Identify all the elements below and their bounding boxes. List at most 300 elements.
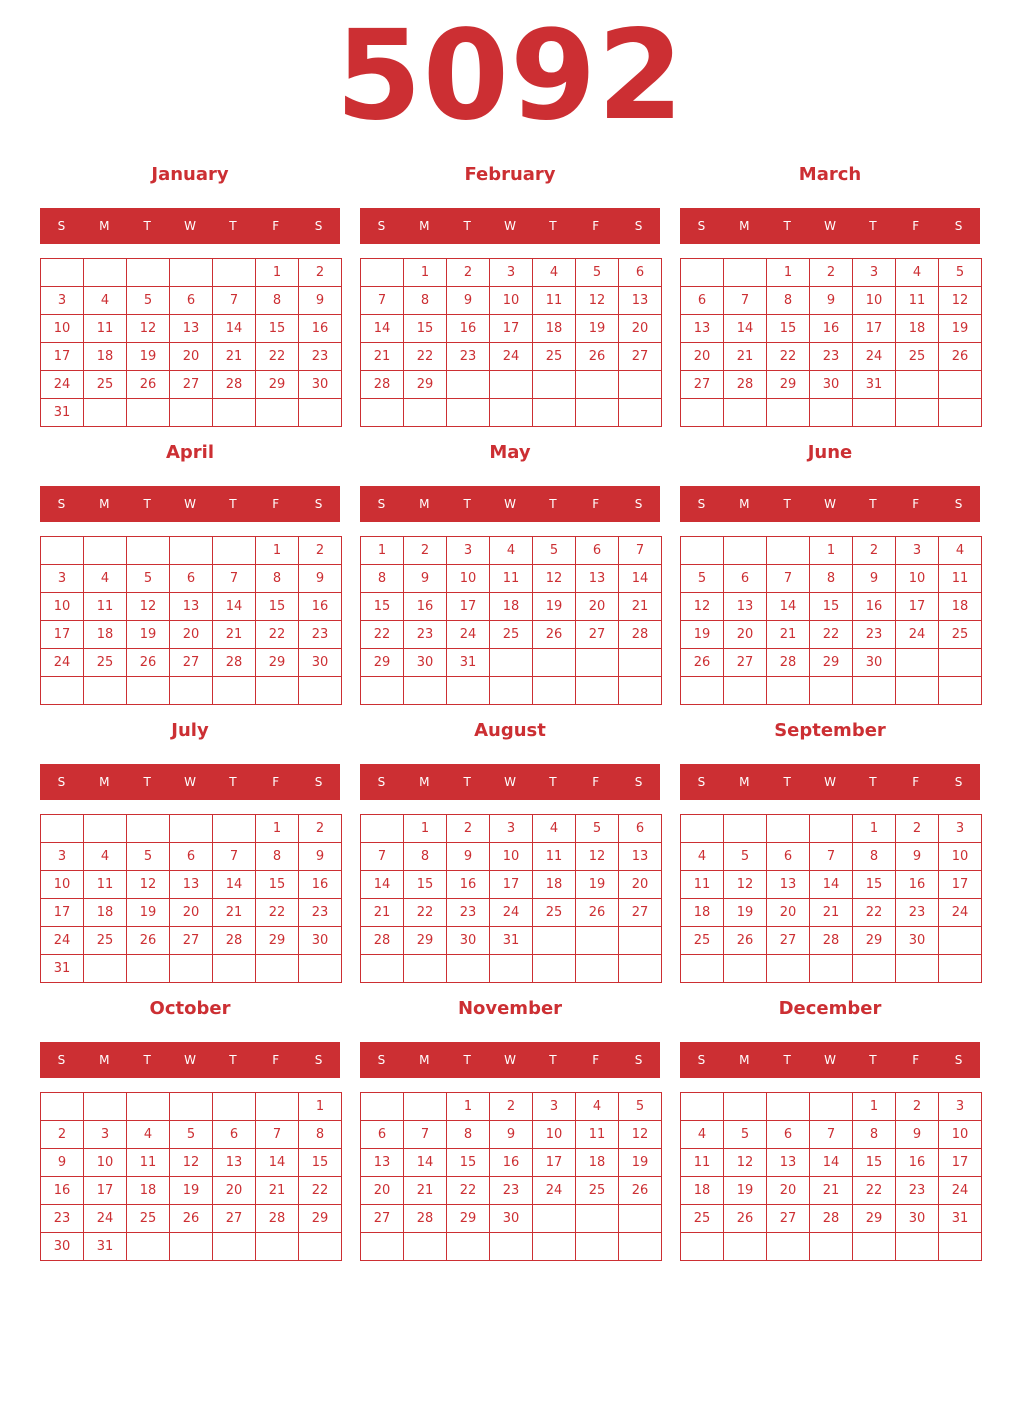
day-cell: 24 <box>533 1177 576 1205</box>
empty-day-cell <box>213 537 256 565</box>
day-cell: 21 <box>213 899 256 927</box>
weekday-label: S <box>954 497 963 511</box>
weekday-header <box>360 1042 660 1078</box>
day-cell: 8 <box>810 565 853 593</box>
day-cell: 30 <box>810 371 853 399</box>
weekday-label: M <box>739 775 750 789</box>
day-cell: 5 <box>576 815 619 843</box>
day-cell: 17 <box>533 1149 576 1177</box>
day-cell: 10 <box>939 1121 982 1149</box>
day-cell: 3 <box>41 843 84 871</box>
empty-day-cell <box>767 399 810 427</box>
day-cell: 2 <box>896 1093 939 1121</box>
day-cell: 7 <box>619 537 662 565</box>
empty-day-cell <box>619 927 662 955</box>
day-cell: 17 <box>490 315 533 343</box>
week-row <box>41 621 342 649</box>
day-cell: 20 <box>170 343 213 371</box>
day-cell: 19 <box>681 621 724 649</box>
empty-day-cell <box>84 1093 127 1121</box>
day-cell: 17 <box>447 593 490 621</box>
day-cell: 2 <box>447 815 490 843</box>
day-cell: 20 <box>170 621 213 649</box>
weekday-label: W <box>504 1053 516 1067</box>
day-cell: 15 <box>404 315 447 343</box>
day-cell: 20 <box>361 1177 404 1205</box>
empty-day-cell <box>447 677 490 705</box>
weekday-label: T <box>143 497 151 511</box>
weekday-label: S <box>314 219 323 233</box>
day-grid <box>360 258 662 427</box>
day-cell: 6 <box>170 843 213 871</box>
weekday-label: S <box>377 775 386 789</box>
day-cell: 19 <box>127 343 170 371</box>
day-cell: 7 <box>213 287 256 315</box>
empty-day-cell <box>576 1205 619 1233</box>
day-cell: 9 <box>299 565 342 593</box>
day-cell: 6 <box>576 537 619 565</box>
day-cell: 2 <box>853 537 896 565</box>
day-cell: 31 <box>939 1205 982 1233</box>
week-row <box>41 371 342 399</box>
empty-day-cell <box>619 371 662 399</box>
weekday-label: T <box>229 219 237 233</box>
day-grid <box>360 814 662 983</box>
day-cell: 22 <box>256 621 299 649</box>
weekday-label: S <box>954 219 963 233</box>
day-cell: 6 <box>767 1121 810 1149</box>
week-row <box>361 371 662 399</box>
month-name: August <box>474 720 546 741</box>
day-cell: 3 <box>939 1093 982 1121</box>
day-cell: 28 <box>256 1205 299 1233</box>
day-cell: 9 <box>490 1121 533 1149</box>
empty-day-cell <box>896 399 939 427</box>
day-cell: 8 <box>256 287 299 315</box>
day-cell: 3 <box>896 537 939 565</box>
week-row <box>681 1177 982 1205</box>
day-grid <box>680 536 982 705</box>
empty-day-cell <box>447 399 490 427</box>
day-cell: 12 <box>724 871 767 899</box>
day-cell: 8 <box>361 565 404 593</box>
empty-day-cell <box>533 927 576 955</box>
day-cell: 1 <box>853 1093 896 1121</box>
empty-day-cell <box>619 677 662 705</box>
weekday-label: T <box>869 1053 877 1067</box>
empty-day-cell <box>404 1093 447 1121</box>
day-cell: 11 <box>533 287 576 315</box>
empty-day-cell <box>256 1233 299 1261</box>
empty-day-cell <box>681 1093 724 1121</box>
day-cell: 26 <box>681 649 724 677</box>
day-cell: 31 <box>41 399 84 427</box>
day-cell: 29 <box>853 927 896 955</box>
day-cell: 17 <box>853 315 896 343</box>
week-row <box>681 287 982 315</box>
weekday-label: T <box>549 219 557 233</box>
week-row <box>41 1121 342 1149</box>
empty-day-cell <box>939 649 982 677</box>
empty-day-cell <box>681 399 724 427</box>
day-cell: 5 <box>170 1121 213 1149</box>
empty-day-cell <box>213 399 256 427</box>
day-cell: 18 <box>127 1177 170 1205</box>
weekday-label: T <box>143 1053 151 1067</box>
day-cell: 11 <box>896 287 939 315</box>
weekday-header <box>40 1042 340 1078</box>
day-cell: 15 <box>299 1149 342 1177</box>
day-cell: 13 <box>170 871 213 899</box>
day-cell: 14 <box>810 1149 853 1177</box>
day-cell: 24 <box>41 927 84 955</box>
weekday-header <box>680 1042 980 1078</box>
empty-day-cell <box>853 399 896 427</box>
weekday-label: F <box>272 1053 280 1067</box>
weekday-label: M <box>99 497 110 511</box>
weekday-label: T <box>229 775 237 789</box>
day-cell: 18 <box>533 315 576 343</box>
day-cell: 14 <box>404 1149 447 1177</box>
day-cell: 31 <box>490 927 533 955</box>
empty-day-cell <box>127 537 170 565</box>
day-cell: 10 <box>41 315 84 343</box>
empty-day-cell <box>724 537 767 565</box>
day-cell: 12 <box>724 1149 767 1177</box>
day-cell: 19 <box>576 315 619 343</box>
day-cell: 5 <box>619 1093 662 1121</box>
weekday-label: S <box>697 775 706 789</box>
day-cell: 13 <box>619 287 662 315</box>
empty-day-cell <box>127 955 170 983</box>
day-grid <box>40 536 342 705</box>
day-cell: 19 <box>533 593 576 621</box>
empty-day-cell <box>170 537 213 565</box>
day-cell: 22 <box>404 899 447 927</box>
week-row <box>41 649 342 677</box>
week-row <box>681 955 982 983</box>
weekday-label: F <box>912 775 920 789</box>
day-cell: 18 <box>576 1149 619 1177</box>
week-row <box>41 815 342 843</box>
empty-day-cell <box>490 955 533 983</box>
empty-day-cell <box>41 1093 84 1121</box>
day-cell: 8 <box>853 1121 896 1149</box>
day-cell: 12 <box>576 843 619 871</box>
day-cell: 13 <box>724 593 767 621</box>
day-cell: 9 <box>41 1149 84 1177</box>
week-row <box>41 871 342 899</box>
week-row <box>681 343 982 371</box>
day-cell: 9 <box>404 565 447 593</box>
week-row <box>361 1149 662 1177</box>
day-cell: 27 <box>767 927 810 955</box>
week-row <box>361 1205 662 1233</box>
empty-day-cell <box>361 1093 404 1121</box>
day-cell: 3 <box>84 1121 127 1149</box>
weekday-header <box>680 208 980 244</box>
empty-day-cell <box>361 1233 404 1261</box>
day-cell: 5 <box>127 565 170 593</box>
day-cell: 27 <box>170 371 213 399</box>
week-row <box>361 343 662 371</box>
weekday-label: S <box>954 775 963 789</box>
week-row <box>681 565 982 593</box>
week-row <box>681 1205 982 1233</box>
empty-day-cell <box>490 371 533 399</box>
week-row <box>681 371 982 399</box>
day-cell: 19 <box>939 315 982 343</box>
day-cell: 27 <box>724 649 767 677</box>
day-cell: 19 <box>724 1177 767 1205</box>
day-cell: 4 <box>533 259 576 287</box>
day-cell: 8 <box>853 843 896 871</box>
weekday-label: T <box>783 775 791 789</box>
day-cell: 12 <box>576 287 619 315</box>
weekday-label: T <box>463 1053 471 1067</box>
day-cell: 17 <box>896 593 939 621</box>
day-cell: 2 <box>810 259 853 287</box>
day-cell: 14 <box>724 315 767 343</box>
day-cell: 13 <box>767 871 810 899</box>
day-cell: 15 <box>256 315 299 343</box>
day-cell: 6 <box>619 259 662 287</box>
day-cell: 23 <box>299 899 342 927</box>
day-cell: 15 <box>853 1149 896 1177</box>
day-cell: 19 <box>619 1149 662 1177</box>
day-cell: 3 <box>490 815 533 843</box>
day-cell: 14 <box>213 593 256 621</box>
empty-day-cell <box>361 677 404 705</box>
day-cell: 1 <box>361 537 404 565</box>
month-name: April <box>165 442 215 463</box>
day-cell: 18 <box>896 315 939 343</box>
day-cell: 15 <box>447 1149 490 1177</box>
day-cell: 13 <box>361 1149 404 1177</box>
empty-day-cell <box>213 955 256 983</box>
empty-day-cell <box>533 955 576 983</box>
week-row <box>681 927 982 955</box>
day-cell: 30 <box>896 927 939 955</box>
day-cell: 9 <box>299 843 342 871</box>
day-cell: 26 <box>619 1177 662 1205</box>
day-cell: 20 <box>576 593 619 621</box>
empty-day-cell <box>939 1233 982 1261</box>
day-cell: 23 <box>810 343 853 371</box>
week-row <box>361 955 662 983</box>
empty-day-cell <box>939 371 982 399</box>
week-row <box>361 649 662 677</box>
empty-day-cell <box>299 677 342 705</box>
weekday-label: M <box>99 219 110 233</box>
week-row <box>681 815 982 843</box>
empty-day-cell <box>256 677 299 705</box>
day-cell: 13 <box>619 843 662 871</box>
day-cell: 6 <box>170 565 213 593</box>
day-cell: 26 <box>127 649 170 677</box>
empty-day-cell <box>810 1233 853 1261</box>
day-cell: 25 <box>84 927 127 955</box>
day-cell: 7 <box>404 1121 447 1149</box>
empty-day-cell <box>533 399 576 427</box>
day-cell: 24 <box>41 649 84 677</box>
day-cell: 9 <box>447 843 490 871</box>
day-cell: 25 <box>533 899 576 927</box>
month-name: February <box>464 164 556 185</box>
day-cell: 1 <box>299 1093 342 1121</box>
empty-day-cell <box>213 1233 256 1261</box>
empty-day-cell <box>681 815 724 843</box>
weekday-label: T <box>783 219 791 233</box>
day-cell: 23 <box>447 899 490 927</box>
empty-day-cell <box>447 955 490 983</box>
week-row <box>41 1177 342 1205</box>
day-cell: 17 <box>41 343 84 371</box>
day-cell: 26 <box>576 343 619 371</box>
empty-day-cell <box>576 649 619 677</box>
day-cell: 14 <box>361 871 404 899</box>
empty-day-cell <box>810 1093 853 1121</box>
day-cell: 21 <box>213 343 256 371</box>
empty-day-cell <box>533 371 576 399</box>
day-cell: 20 <box>619 871 662 899</box>
day-cell: 4 <box>84 287 127 315</box>
day-cell: 10 <box>84 1149 127 1177</box>
weekday-label: S <box>57 1053 66 1067</box>
empty-day-cell <box>896 649 939 677</box>
day-cell: 9 <box>853 565 896 593</box>
day-cell: 6 <box>619 815 662 843</box>
day-cell: 7 <box>213 843 256 871</box>
empty-day-cell <box>576 927 619 955</box>
day-cell: 28 <box>619 621 662 649</box>
day-cell: 25 <box>681 927 724 955</box>
month-name: September <box>774 720 886 741</box>
empty-day-cell <box>681 955 724 983</box>
day-cell: 25 <box>896 343 939 371</box>
empty-day-cell <box>299 1233 342 1261</box>
empty-day-cell <box>170 1093 213 1121</box>
empty-day-cell <box>853 677 896 705</box>
empty-day-cell <box>619 1233 662 1261</box>
day-cell: 2 <box>447 259 490 287</box>
day-cell: 18 <box>939 593 982 621</box>
empty-day-cell <box>404 1233 447 1261</box>
weekday-label: W <box>184 1053 196 1067</box>
week-row <box>361 399 662 427</box>
day-grid <box>360 1092 662 1261</box>
day-cell: 27 <box>170 649 213 677</box>
week-row <box>41 1205 342 1233</box>
week-row <box>41 927 342 955</box>
day-cell: 29 <box>853 1205 896 1233</box>
day-cell: 12 <box>533 565 576 593</box>
empty-day-cell <box>810 815 853 843</box>
day-cell: 23 <box>896 899 939 927</box>
day-cell: 16 <box>810 315 853 343</box>
weekday-label: M <box>419 775 430 789</box>
weekday-label: T <box>549 1053 557 1067</box>
week-row <box>361 871 662 899</box>
weekday-label: W <box>504 775 516 789</box>
year-title: 5092 <box>335 4 685 148</box>
day-cell: 23 <box>447 343 490 371</box>
day-cell: 5 <box>724 1121 767 1149</box>
weekday-label: M <box>419 219 430 233</box>
weekday-label: T <box>869 219 877 233</box>
weekday-header <box>40 764 340 800</box>
day-cell: 21 <box>213 621 256 649</box>
day-cell: 20 <box>724 621 767 649</box>
day-cell: 26 <box>170 1205 213 1233</box>
empty-day-cell <box>256 1093 299 1121</box>
day-grid <box>40 1092 342 1261</box>
day-cell: 11 <box>84 593 127 621</box>
day-cell: 15 <box>404 871 447 899</box>
day-cell: 17 <box>41 899 84 927</box>
day-cell: 30 <box>447 927 490 955</box>
day-cell: 4 <box>576 1093 619 1121</box>
day-cell: 23 <box>404 621 447 649</box>
day-cell: 5 <box>576 259 619 287</box>
day-cell: 28 <box>810 1205 853 1233</box>
weekday-label: S <box>634 497 643 511</box>
empty-day-cell <box>84 537 127 565</box>
weekday-label: S <box>697 1053 706 1067</box>
day-cell: 11 <box>576 1121 619 1149</box>
day-cell: 23 <box>896 1177 939 1205</box>
weekday-label: M <box>419 1053 430 1067</box>
day-cell: 23 <box>853 621 896 649</box>
day-cell: 5 <box>939 259 982 287</box>
empty-day-cell <box>576 955 619 983</box>
weekday-label: T <box>783 497 791 511</box>
day-cell: 7 <box>361 843 404 871</box>
day-cell: 16 <box>490 1149 533 1177</box>
day-cell: 28 <box>361 371 404 399</box>
empty-day-cell <box>533 1233 576 1261</box>
empty-day-cell <box>853 1233 896 1261</box>
weekday-label: T <box>229 1053 237 1067</box>
weekday-header <box>680 764 980 800</box>
day-cell: 4 <box>490 537 533 565</box>
day-cell: 11 <box>681 871 724 899</box>
day-cell: 10 <box>41 593 84 621</box>
day-cell: 22 <box>767 343 810 371</box>
day-cell: 28 <box>767 649 810 677</box>
weekday-label: S <box>634 219 643 233</box>
day-cell: 13 <box>576 565 619 593</box>
week-row <box>361 1177 662 1205</box>
weekday-header <box>360 208 660 244</box>
day-cell: 19 <box>724 899 767 927</box>
day-cell: 16 <box>447 315 490 343</box>
empty-day-cell <box>896 371 939 399</box>
weekday-label: S <box>377 219 386 233</box>
week-row <box>681 593 982 621</box>
empty-day-cell <box>127 1233 170 1261</box>
weekday-label: T <box>869 497 877 511</box>
day-cell: 21 <box>767 621 810 649</box>
weekday-label: T <box>549 497 557 511</box>
month-name: January <box>151 164 229 185</box>
day-cell: 11 <box>533 843 576 871</box>
month-name: March <box>798 164 862 185</box>
empty-day-cell <box>404 677 447 705</box>
day-cell: 6 <box>681 287 724 315</box>
week-row <box>681 1121 982 1149</box>
day-cell: 14 <box>810 871 853 899</box>
